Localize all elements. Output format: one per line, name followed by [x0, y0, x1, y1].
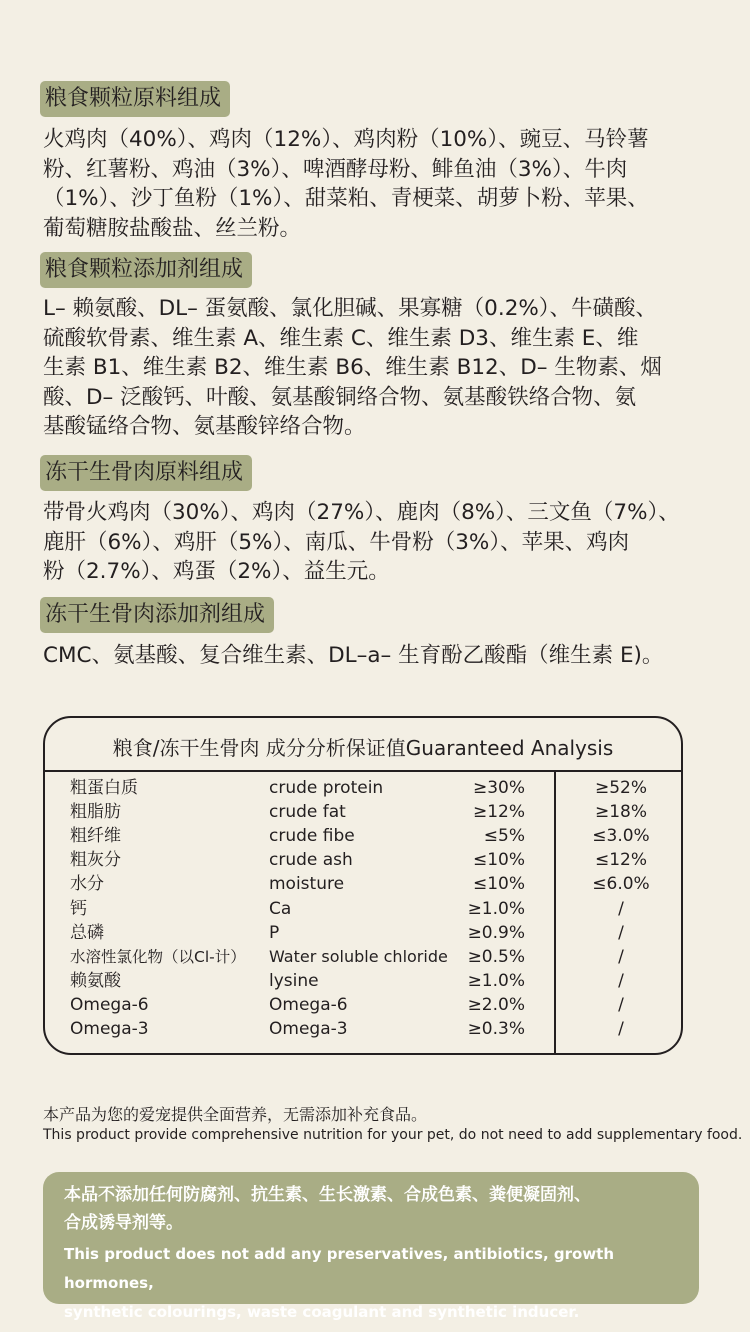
table-divider-horizontal: [45, 770, 681, 772]
kibble-value: ≥30%: [472, 778, 525, 798]
section-heading-kibble-ingredients: 粮食颗粒原料组成: [40, 81, 230, 117]
nutrient-name-cn: 粗纤维: [70, 826, 121, 847]
nutrient-name-cn: 粗蛋白质: [70, 778, 138, 798]
freeze-dried-ingredients-text: 带骨火鸡肉（30%）、鸡肉（27%）、鹿肉（8%）、三文鱼（7%）、 鹿肝（6%）、鸡肝（5%）、南瓜、牛骨粉（3%）、苹果、鸡肉 粉（2.7%）、鸡蛋（2%）、益生元。: [43, 500, 680, 584]
nutrient-name-en: Omega-3: [269, 1019, 348, 1039]
analysis-title: 粮食/冻干生骨肉 成分分析保证值Guaranteed Analysis: [112, 736, 614, 760]
table-row: [45, 848, 681, 872]
nutrient-name-en: Water soluble chloride: [269, 946, 448, 966]
freeze-dried-value: /: [618, 946, 624, 967]
nutrient-name-cn: 粗脂肪: [70, 802, 121, 823]
kibble-value: ≥12%: [472, 802, 525, 823]
freeze-dried-value: /: [618, 922, 624, 943]
table-row: [45, 1017, 681, 1041]
table-row: [45, 872, 681, 896]
kibble-ingredients-text: 火鸡肉（40%）、鸡肉（12%）、鸡肉粉（10%）、豌豆、马铃薯 粉、红薯粉、鸡油（3%）、啤酒酵母粉、鲱鱼油（3%）、牛肉 （1%）、沙丁鱼粉（1%）、甜菜粕、青梗菜、胡萝卜粉、苹果、 葡萄糖胺盐酸盐、丝兰粉。: [43, 127, 649, 241]
no-additives-cn: 本品不添加任何防腐剂、抗生素、生长激素、合成色素、粪便凝固剂、 合成诱导剂等。: [64, 1185, 591, 1233]
nutrient-name-cn: Omega-6: [70, 994, 149, 1015]
table-row: [45, 921, 681, 945]
freeze-dried-value: ≤3.0%: [592, 826, 650, 847]
table-row: [45, 897, 681, 921]
no-additives-en: This product does not add any preservatives, antibiotics, growth hormones, synthetic colourings, waste coagulant and synthetic inducer.: [64, 1245, 615, 1321]
section-heading-freeze-dried-additives: 冻干生骨肉添加剂组成: [40, 597, 274, 633]
kibble-value: ≥0.3%: [467, 1019, 525, 1039]
kibble-value: ≥0.9%: [467, 922, 525, 943]
kibble-value: ≤10%: [472, 850, 525, 871]
nutrition-note-cn: 本产品为您的爱宠提供全面营养，无需添加补充食品。: [43, 1105, 428, 1124]
nutrition-note-en: This product provide comprehensive nutrition for your pet, do not need to add supplementary food.: [43, 1127, 743, 1143]
nutrient-name-cn: 钙: [70, 898, 87, 919]
nutrient-name-cn: Omega-3: [70, 1019, 149, 1039]
nutrient-name-cn: 水溶性氯化物（以Cl-计）: [70, 947, 246, 966]
nutrient-name-en: Omega-6: [269, 994, 348, 1015]
guaranteed-analysis-table: [43, 716, 683, 1055]
nutrient-name-en: lysine: [269, 970, 319, 991]
kibble-value: ≤10%: [472, 874, 525, 895]
nutrient-name-en: crude protein: [269, 778, 384, 798]
table-row: [45, 993, 681, 1017]
section-heading-kibble-additives: 粮食颗粒添加剂组成: [40, 252, 252, 288]
kibble-value: ≤5%: [483, 826, 525, 847]
kibble-value: ≥1.0%: [467, 970, 525, 991]
table-row: [45, 800, 681, 824]
kibble-additives-text: L– 赖氨酸、DL– 蛋氨酸、氯化胆碱、果寡糖（0.2%）、牛磺酸、 硫酸软骨素、维生素 A、维生素 C、维生素 D3、维生素 E、维 生素 B1、维生素 B2、维生素 B6、维生素 B12、D– 生物素、烟 酸、D– 泛酸钙、叶酸、氨基酸铜络合物、氨基酸铁络合物、氨 基酸锰络合物、氨基酸锌络合物。: [43, 296, 662, 439]
nutrient-name-en: crude ash: [269, 850, 353, 871]
nutrient-name-en: P: [269, 922, 280, 943]
table-row: [45, 824, 681, 848]
nutrient-name-en: Ca: [269, 898, 292, 919]
nutrient-name-cn: 粗灰分: [70, 850, 121, 871]
kibble-value: ≥1.0%: [467, 898, 525, 919]
nutrient-name-en: crude fat: [269, 802, 346, 823]
freeze-dried-value: /: [618, 994, 624, 1015]
table-row: [45, 776, 681, 800]
freeze-dried-value: ≤12%: [594, 850, 648, 871]
nutrient-name-en: crude fibe: [269, 826, 355, 847]
no-additives-banner: [43, 1172, 699, 1321]
freeze-dried-value: ≤6.0%: [592, 874, 650, 895]
kibble-value: ≥2.0%: [467, 994, 525, 1015]
freeze-dried-value: /: [618, 1019, 624, 1039]
freeze-dried-additives-text: CMC、氨基酸、复合维生素、DL–a– 生育酚乙酸酯（维生素 E)。: [43, 643, 664, 668]
freeze-dried-value: /: [618, 970, 624, 991]
freeze-dried-value: ≥52%: [594, 778, 648, 798]
freeze-dried-value: /: [618, 898, 624, 919]
nutrient-name-cn: 总磷: [70, 922, 104, 943]
nutrient-name-en: moisture: [269, 874, 345, 895]
nutrient-name-cn: 水分: [70, 874, 104, 895]
freeze-dried-value: ≥18%: [594, 802, 648, 823]
table-row: [45, 969, 681, 993]
table-row: [45, 945, 681, 969]
kibble-value: ≥0.5%: [467, 946, 525, 967]
nutrient-name-cn: 赖氨酸: [70, 970, 121, 991]
section-heading-freeze-dried-ingredients: 冻干生骨肉原料组成: [40, 455, 252, 491]
